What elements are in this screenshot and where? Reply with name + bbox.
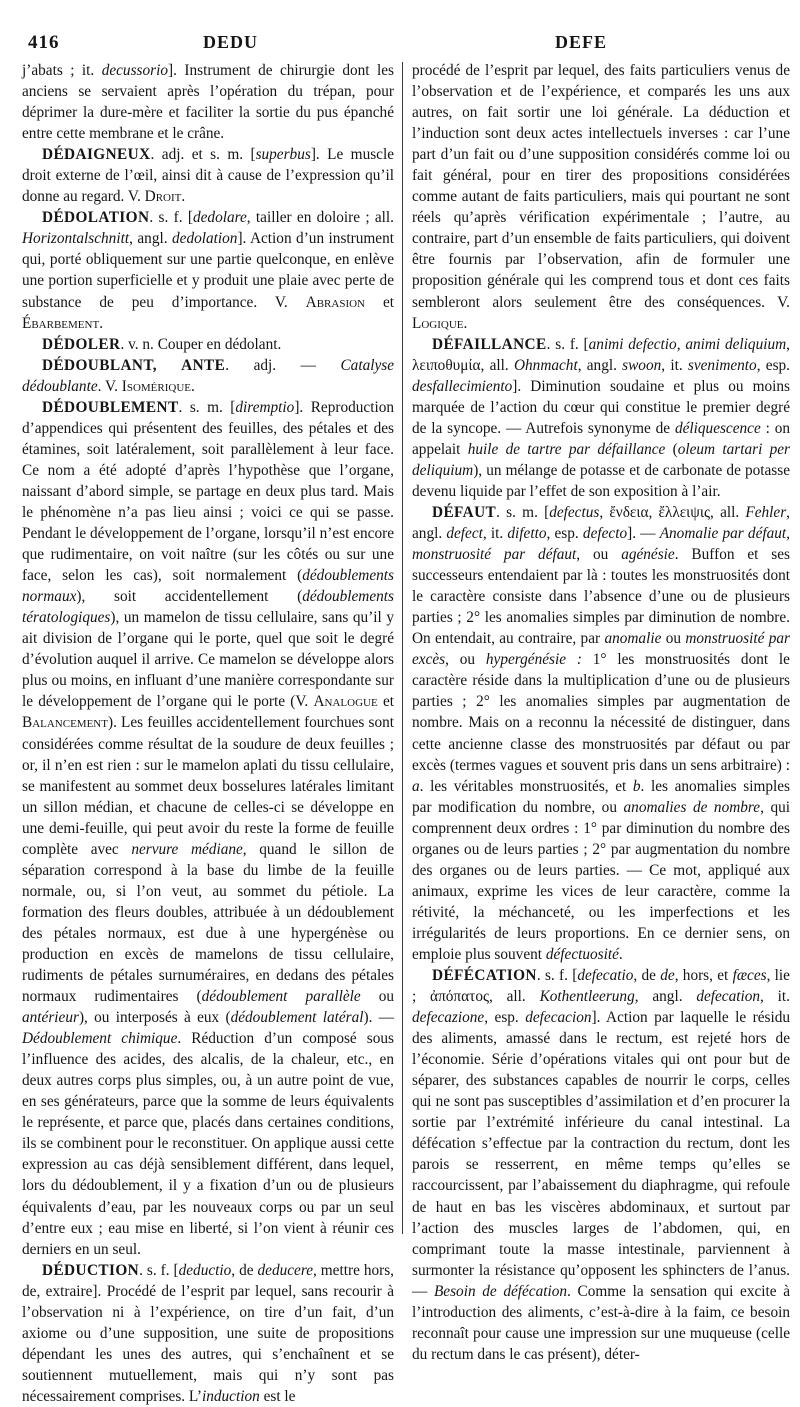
entry-deduction: DÉDUCTION. s. f. [deductio, de deducere, mettre hors, de, extraire]. Procédé de l’esprit par lequel, sans recourir à l’observation ni à l’expérience, on tire d’un fait, d’un axiome ou d’une supposition, une suite de propositions dépendant les unes des autres, qui s’enchaînent et se soutiennent mutuellement, mais qui n’y sont pas nécessairement comprises. L’induction est le bbox=[22, 1261, 394, 1405]
entry-continuation: j’abats ; it. decussorio]. Instrument de chirurgie dont les anciens se servaient après l’opération du trépan, pour déprimer la dure-mère et faciliter la sortie du pus épanché entre cette membrane et le crâne. bbox=[22, 62, 394, 143]
header-right-word: DEFE bbox=[555, 32, 608, 52]
column-divider bbox=[402, 62, 403, 1234]
headword: DÉDOUBLEMENT bbox=[42, 398, 179, 416]
headword: DÉDOLER bbox=[42, 335, 121, 353]
entry-dedoublement: DÉDOUBLEMENT. s. m. [diremptio]. Reproduction d’appendices qui présentent des feuilles, des pétales et des étamines, soit latéralement, soit parallèlement à leur face. Ce nom a été adopté d’après l’hypothèse que l’organe, naissant d’abord simple, se partage en deux plus tard. Mais le phénomène n’a pas lieu ainsi ; voici ce qui se passe. Pendant le développement de l’organe, lorsqu’il n’est encore que rudimentaire, on voit naître (sur les côtés ou sur une face, selon les cas), soit normalement (dédoublements normaux), soit accidentellement (dédoublements tératologiques), un mamelon de tissu cellulaire, sans qu’il y ait division de l’organe qui le porte, quel que soit le degré d’évolution auquel il arrive. Ce mamelon se développe alors plus ou moins, en influant d’une manière correspondante sur le développement de l’organe qui le porte (V. Analogue et Balancement). Les feuilles accidentellement fourchues sont considérées comme résultat de la soudure de deux feuilles ; or, il n’en est rien : sur le mamelon aplati du tissu cellulaire, se manifestent au sommet deux bosselures latérales limitant un sillon médian, et chacune de celles-ci se développe en une demi-feuille, qui peut avoir du reste la forme de feuille complète avec nervure médiane, quand le sillon de séparation correspond à la base du limbe de la feuille normale, ou, si l’on veut, au sommet du pétiole. La formation des fleurs doubles, attribuée à un dédoublement des pétales normaux, est due à une hypergénèse ou production en excès de mamelons de tissu cellulaire, rudiments de pétales surnuméraires, en dedans des pétales normaux rudimentaires (dédoublement parallèle ou antérieur), ou interposés à eux (dédoublement latéral). — Dédoublement chimique. Réduction d’un composé sous l’influence des acides, des alcalis, de la chaleur, etc., en deux autres corps plus simples, ou, à un autre point de vue, en ses générateurs, parce que la somme de leurs équivalents le représente, et parce que, placés dans certaines conditions, ils se combinent pour le reconstituer. On applique aussi cette expression au cas déjà sensiblement différent, dans lequel, lors du dédoublement, il y a fixation d’un ou de plusieurs équivalents d’eau, par les nouveaux corps ou par un seul d’entre eux ; eau mise en liberté, si l’on vient à réunir ces derniers en un seul. bbox=[22, 398, 395, 1258]
headword: DÉDOUBLANT, ANTE bbox=[42, 356, 226, 374]
headword: DÉDAIGNEUX bbox=[42, 146, 151, 164]
entry-dedolation: DÉDOLATION. s. f. [dedolare, tailler en doloire ; all. Horizontalschnitt, angl. dedolation]. Action d’un instrument qui, porté obliquement sur une partie quelconque, en enlève une portion superficielle et y produit une plaie avec perte de substance de peu d’importance. V. Abrasion et Ébarbement. bbox=[22, 209, 394, 332]
entry-defaillance: DÉFAILLANCE. s. f. [animi defectio, animi deliquium, λειποθυμία, all. Ohnmacht, angl. swoon, it. svenimento, esp. desfallecimiento]. Diminution soudaine et plus ou moins marquée de l’action du cœur qui constitue le premier degré de la syncope. — Autrefois synonyme de déliquescence : on appelait huile de tartre par défaillance (oleum tartari per deliquium), un mélange de potasse et de carbonate de potasse devenu liquide par l’effet de son exposition à l’air. bbox=[412, 335, 791, 500]
entry-dedoublant: DÉDOUBLANT, ANTE. adj. — Catalyse dédoublante. V. Isomérique. bbox=[22, 356, 395, 395]
header-left-word: DEDU bbox=[203, 32, 259, 52]
entry-continuation: procédé de l’esprit par lequel, des faits particuliers venus de l’observation et de l’expérience, et comparés les uns aux autres, on fait sortir une loi générale. La déduction et l’induction sont deux actes intellectuels inverses : car l’une part d’un fait ou d’une supposition considérés comme loi ou fait général, pour en tirer des propositions considérées comme autant de faits particuliers, mais qui pourtant ne sont réels qu’après vérification expérimentale ; l’autre, au contraire, part d’un ensemble de faits particuliers, qui doivent être fournis par l’observation, afin de formuler une proposition générale qui les comprend tous et dont ces faits sembleront alors seulement être des conséquences. V. Logique. bbox=[412, 62, 790, 332]
headword: DÉFAILLANCE bbox=[432, 335, 547, 353]
headword: DÉFÉCATION bbox=[432, 967, 537, 985]
running-header bbox=[20, 18, 792, 52]
entry-dedaigneux: DÉDAIGNEUX. adj. et s. m. [superbus]. Le muscle droit externe de l’œil, ainsi dit à cause de l’expression qu’il donne au regard. V. Droit. bbox=[22, 146, 395, 206]
entry-dedoler: DÉDOLER. v. n. Couper en dédolant. bbox=[42, 335, 282, 353]
left-column bbox=[22, 60, 395, 1405]
page-number: 416 bbox=[28, 32, 60, 53]
entry-defecation: DÉFÉCATION. s. f. [defecatio, de de, hors, et fæces, lie ; ἀπόπατος, all. Kothentleerung, angl. defecation, it. defecazione, esp. defecacion]. Action par laquelle le résidu des aliments, amassé dans le rectum, est rejeté hors de l’économie. Série d’opérations vitales qui ont pour but de séparer, des substances capables de nourrir le corps, celles qui ne sont pas susceptibles d’assimilation et d’en procurer la sortie par l’extrémité inférieure du canal intestinal. La défécation s’effectue par la contraction du rectum, dont les parois se resserrent, en même temps qu’elles se raccourcissent, par l’abaissement du diaphragme, qui refoule de haut en bas les viscères abdominaux, et surtout par l’action des muscles larges de l’abdomen, qui, en comprimant toute la masse intestinale, parviennent à surmonter la résistance qu’opposent les sphincters de l’anus. — Besoin de défécation. Comme la sensation qui excite à l’introduction des aliments, c’est-à-dire à la faim, ce besoin reconnaît pour cause une impression sur une muqueuse (celle du rectum dans le cas présent), déter- bbox=[412, 967, 790, 1363]
entry-defaut: DÉFAUT. s. m. [defectus, ἔνδεια, ἔλλειψις, all. Fehler, angl. defect, it. difetto, esp. defecto]. — Anomalie par défaut, monstruosité par défaut, ou agénésie. Buffon et ses successeurs entendaient par là : toutes les monstruosités dont le caractère consiste dans l’absence d’une ou de plusieurs parties ; 2° les anomalies simples par diminution de nombre. On entendait, au contraire, par anomalie ou monstruosité par excès, ou hypergénésie : 1° les monstruosités dont le caractère réside dans la multiplication d’une ou de plusieurs parties ; 2° les anomalies simples par augmentation de nombre. Mais on a reconnu la nécessité de distinguer, dans cette ancienne classe des monstruosités par défaut ou par excès (termes vagues et souvent pris dans un sens arbitraire) : a. les véritables monstruosités, et b. les anomalies simples par modification du nombre, ou anomalies de nombre, qui comprennent deux ordres : 1° par diminution du nombre des organes ou de leurs parties ; 2° par augmentation du nombre des organes ou de leurs parties. — Ce mot, appliqué aux animaux, exprime les vices de leur caractère, comme la rétivité, la méchanceté, ou les imperfections et les irrégularités de leurs proportions. En ce dernier sens, on emploie plus souvent défectuosité. bbox=[412, 503, 790, 963]
headword: DÉFAUT bbox=[432, 503, 497, 521]
right-column bbox=[412, 60, 791, 1363]
headword: DÉDUCTION bbox=[42, 1261, 140, 1279]
headword: DÉDOLATION bbox=[42, 209, 150, 227]
